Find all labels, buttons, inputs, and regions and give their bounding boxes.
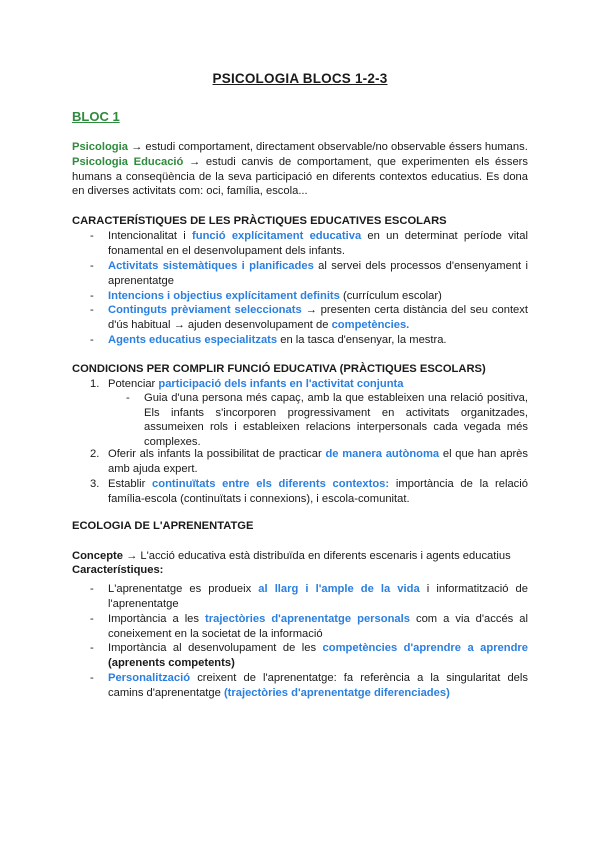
item-highlight: Activitats sistemàtiques i planificades [108, 260, 314, 272]
item-text: → presenten certa distància del seu context d'ús habitual → ajuden desenvolupament de [108, 304, 528, 331]
document-title: PSICOLOGIA BLOCS 1-2-3 [212, 71, 388, 86]
item-text: Importància al desenvolupament de les [108, 642, 323, 654]
dash-marker: - [90, 334, 94, 346]
item-highlight: competències. [331, 318, 410, 331]
item-highlight: al llarg i l'ample de la vida [258, 583, 420, 595]
item-highlight: Intencions i objectius explícitament definits [108, 290, 340, 302]
characteristics-label: Característiques: [72, 564, 164, 576]
list-item [90, 447, 528, 476]
sub-item-text: Guia d'una persona més capaç, amb la que estableixen una relació positiva, Els infants s'incorporen progressivament en activitats organitzades, assumeixen rols i estableixen relacions interpersonals cada vegada més complexes. [144, 392, 528, 448]
item-text: Oferir als infants la possibilitat de practicar [108, 448, 326, 460]
dash-marker: - [90, 672, 94, 684]
section2-heading: CONDICIONS PER COMPLIR FUNCIÓ EDUCATIVA (PRÀCTIQUES ESCOLARS) [72, 363, 486, 375]
item-text: i informatització de l'aprenentatge [108, 583, 528, 610]
list-item [90, 641, 528, 670]
item-text: Establir [108, 478, 153, 490]
dash-marker: - [90, 642, 94, 654]
number-marker: 2. [90, 448, 100, 460]
term-psicologia-educacio: Psicologia Educació [72, 156, 184, 168]
item-text: Importància a les [108, 613, 206, 625]
item-text: Intencionalitat i [108, 230, 193, 242]
item-text: (currículum escolar) [339, 290, 442, 302]
item-text: en la tasca d'ensenyar, la mestra. [277, 334, 447, 346]
item-highlight: trajectòries d'aprenentatge personals [205, 613, 410, 625]
item-highlight: Agents educatius especialitzats [108, 334, 278, 346]
sub-list-item [126, 391, 528, 449]
list-item [90, 333, 528, 348]
item-highlight: continuïtats entre els diferents contextos: [152, 478, 390, 490]
list-item [90, 289, 528, 304]
concept-text: → L'acció educativa està distribuïda en diferents escenaris i agents educatius [122, 550, 511, 562]
dash-marker: - [90, 230, 94, 242]
item-highlight: de manera autònoma [325, 448, 440, 460]
intro-psicologia-educacio [72, 155, 528, 199]
list-item [90, 477, 528, 506]
list-item [90, 582, 528, 611]
dash-marker: - [90, 613, 94, 625]
dash-marker: - [90, 304, 94, 316]
item-text: importància de la relació família-escola (continuïtats i connexions), i escola-comunitat. [108, 478, 528, 505]
section3-heading: ECOLOGIA DE L'APRENENTATGE [72, 520, 254, 532]
intro-psicologia [72, 140, 528, 155]
term-psicologia: Psicologia [72, 141, 128, 153]
item-text: com a via d'accés al coneixement en la societat de la informació [108, 613, 528, 640]
dash-marker: - [126, 392, 130, 404]
section1-heading: CARACTERÍSTIQUES DE LES PRÀCTIQUES EDUCATIVES ESCOLARS [72, 215, 447, 227]
item-text: el que han après amb ajuda expert. [108, 448, 528, 475]
item-text: al servei dels processos d'ensenyament i aprenentatge [108, 260, 528, 287]
item-highlight: competències d'aprendre a aprendre [322, 642, 529, 654]
intro-psicologia-text: → estudi comportament, directament observable/no observable éssers humans. [127, 141, 528, 153]
item-text: L'aprenentatge es produeix [108, 583, 259, 595]
item-highlight: Personalització [108, 672, 191, 684]
dash-marker: - [90, 260, 94, 272]
item-highlight: (trajectòries d'aprenentatge diferenciades) [223, 686, 450, 699]
item-text: creixent de l'aprenentatge: fa referència a la singularitat dels camins d'aprenentatge [108, 672, 528, 699]
number-marker: 3. [90, 478, 100, 490]
dash-marker: - [90, 583, 94, 595]
item-bold-text: (aprenents competents) [108, 656, 235, 669]
concept-line [72, 549, 528, 564]
list-item [90, 671, 528, 700]
bloc-heading: BLOC 1 [72, 109, 120, 124]
list-item [90, 303, 528, 332]
item-highlight: Continguts prèviament seleccionats [108, 304, 302, 316]
intro-psicologia-educacio-text: → estudi canvis de comportament, que experimenten els éssers humans a conseqüència de la seva participació en diferents contextos educatius. Es dona en diverses activitats com: oci, família, escola... [72, 156, 528, 198]
number-marker: 1. [90, 378, 100, 390]
list-item [90, 612, 528, 641]
list-item [90, 377, 528, 392]
item-highlight: participació dels infants en l'activitat conjunta [158, 378, 404, 390]
item-text: en un determinat període vital fonamental en el desenvolupament dels infants. [108, 230, 528, 257]
item-text: Potenciar [108, 378, 159, 390]
item-highlight: funció explícitament educativa [192, 230, 362, 242]
list-item [90, 229, 528, 258]
list-item [90, 259, 528, 288]
dash-marker: - [90, 290, 94, 302]
concept-label: Concepte [72, 550, 123, 562]
